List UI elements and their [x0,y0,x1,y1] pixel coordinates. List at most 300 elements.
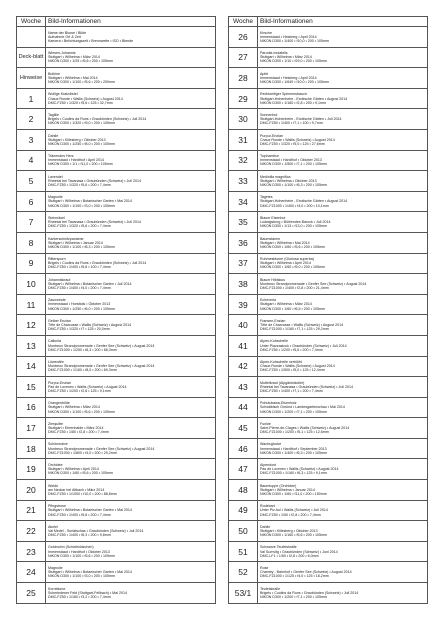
week-number: 27 [229,47,258,68]
week-number: 48 [229,480,258,501]
info-header: Bild-Informationen [258,17,428,27]
location-date: Stuttgart • Wilhelma • Mai 2014 [260,240,310,245]
camera-settings: DMC-FZ50 • 1/200 • f2,8 • 125 • 9,1mm [48,388,111,393]
flower-name: Goldmohn (Schlafmützchen) [48,545,94,550]
camera-settings: DMC-FZ50 • 1/320 • f5,6 • 125 • 32,7mm [48,100,113,105]
table-row [17,68,216,89]
week-number: 41 [229,335,258,356]
table-row [229,171,428,192]
image-info [46,129,216,150]
camera-settings: NIKON D300 • 1/100 • f5,6 • 200 • 200mm [48,80,115,85]
week-number: 2 [17,109,46,130]
week-number: 39 [229,294,258,315]
camera-settings: NIKON D300 • 1/320 • f9,0 • 200 • 105mm [48,121,115,126]
camera-settings: NIKON D300 • 1/100 • f6,3 • 200 • 105mm [260,183,327,188]
week-number: 22 [17,521,46,542]
image-info [46,27,216,48]
week-header: Woche [229,17,258,27]
week-number: 10 [17,274,46,295]
week-number: 17 [17,418,46,439]
camera-settings: DMC-FZ50 • 1/500 • f5,0 • 125 • 12,4mm [260,368,325,373]
camera-settings: DMC-FZ50 • 1/160 • f3,2 • 200 • 7,4mm [48,594,111,599]
table-row [17,150,216,171]
table-row [17,480,216,501]
image-info [258,356,428,377]
location-date: Schwäbisch Gmünd • Landesgartenschau • Mai 2014 [260,405,345,410]
location-date: Saint-Pierre-de-Clages • Wallis (Schweiz) • August 2014 [260,426,350,430]
location-date: Chaux Ronde • Wallis (Schweiz) • August 2014 [260,137,335,142]
camera-settings: NIKON D300 • 1/100 • f6,3 • 200 • 105mm [48,244,115,249]
flower-name: Rechtzeitiger Spinnenstrauch [260,92,307,97]
table-row [17,335,216,356]
flower-name: Alpen-Kuhschelle [260,339,288,344]
table-row [17,27,216,48]
image-info [46,418,216,439]
table-row [229,232,428,253]
camera-settings: NIKON D300 • 1/60 • f5,6 • 200 • 105mm [48,471,113,476]
flower-name: Callunla [48,339,61,344]
location-date: Stuttgart • Wilhelma • Botanischer Garten • Juli 2014 [48,281,132,286]
image-info [46,88,216,109]
location-date: Stuttgart • Killesberg • Oktober 2013 [260,528,318,533]
location-date: Stuttgart-Hohenheim - Exotische Gärten • August 2014 [260,199,348,204]
image-info [258,274,428,295]
week-number: Hinweise [17,68,46,89]
table-row [229,150,428,171]
image-info [46,356,216,377]
table-row [17,88,216,109]
flower-name: Wiesen-Johannis [48,51,76,56]
camera-settings: DMC-FZ50 • 1/80 • f2,8 • 200 • 7,4mm [48,430,109,435]
week-number: 6 [17,191,46,212]
image-info [258,541,428,562]
week-number: 5 [17,171,46,192]
flower-name: Name der Blume / Blüte [48,30,87,35]
table-row [229,335,428,356]
flower-name: Funkie [260,421,271,426]
camera-settings: NIKON D300 • 1/250 • f8,0 • 200 • 105mm [48,141,115,146]
camera-settings: DMC-FZ1000 • 1/800 • f4,0 • 200 • 29,2mm [48,450,117,455]
location-date: Immenstaad • Hardthof • April 2014 [48,158,105,163]
image-info [258,150,428,171]
flower-name: Baumstamm [260,236,281,241]
location-date: Val Medel - Surlatschas • Graubünden (Schweiz) • Juli 2014 [48,528,144,533]
location-date: Val Sumvitg • Graubünden (Schweiz) • Juni 2014 [260,549,338,554]
flower-name: Magnolie [48,566,63,570]
camera-settings: NIKON D300 • 1/640 • f10,0 • 200 • 105mm [260,80,329,85]
location-date: Tête de Charcusse • Wallis (Schweiz) • August 2014 [48,323,132,328]
table-row [17,315,216,336]
week-number: 37 [229,253,258,274]
camera-settings: DMC-FZ50 • 1/400 • f6,3 • 200 • 9,8mm [48,533,111,538]
flower-name: Purpur-Enzian [260,133,283,138]
location-date: am Neckar bei Altbach • März 2014 [48,487,105,492]
week-number: 7 [17,212,46,233]
table-row [229,294,428,315]
week-number: Deck-blatt [17,47,46,68]
image-info [258,27,428,48]
table-row [17,294,216,315]
image-info [258,583,428,604]
camera-settings: DMC-FZ1000 • 1/250 • f6,3 • 200 • 68,3mm [48,347,117,352]
left-index-column [16,16,216,604]
image-info [258,377,428,398]
flower-name: Taglilie [48,112,59,117]
location-date: Stuttgart-Hohenheim - Exotische Gärten • Juli 2014 [260,117,342,122]
flower-name: Johanniskraut [48,277,71,282]
table-row [17,356,216,377]
location-date: Ludwigsburg • Blühendes Barock • Juli 2014 [260,220,331,225]
week-number: 21 [17,500,46,521]
location-date: Stuttgart • Wilhelma • April 2014 [260,261,311,266]
image-info [258,438,428,459]
location-date: Stuttgart • Wilhelma • März 2014 [48,55,100,60]
week-number: 47 [229,459,258,480]
location-date: Stuttgart-Hohenheim - Exotische Gärten • August 2014 [260,96,348,101]
flower-name: Löwenähr [48,360,64,365]
week-number: 14 [17,356,46,377]
flower-name: Magnolie [48,195,63,200]
table-row [229,27,428,48]
table-row [17,212,216,233]
week-number: 20 [17,480,46,501]
flower-name: Fransen-Enzian [260,318,286,323]
location-date: Brigels • Cuolins da Runs • Graubünden (Schweiz) • Juli 2014 [260,590,359,595]
location-date: Aufnahme Ort & Zeit [48,34,81,39]
week-header: Woche [17,17,46,27]
location-date: Stuttgart • Wilhelma • März 2014 [260,55,312,60]
image-info [258,500,428,521]
camera-settings: NIKON D300 • 1/60 • f5,6 • 200 • 105mm [260,244,325,249]
image-info [258,47,428,68]
image-info [258,109,428,130]
left-table-body [17,27,216,604]
table-row [229,47,428,68]
location-date: Schmiedener Feld (Stuttgart-Fellbach) • Mai 2014 [48,590,127,595]
week-number: 13 [17,335,46,356]
location-date: Tête de Charcusse • Wallis (Schweiz) • August 2014 [260,323,344,328]
camera-settings: DMC-FZ50 • 1/400 • f7,1 • 100 • 9,7mm [260,121,323,126]
week-number: 25 [17,583,46,604]
week-number [17,27,46,48]
week-number: 18 [17,438,46,459]
camera-settings: DMC-FZ50 • 1/400 • f5,6 • 200 • 7,4mm [48,512,111,517]
table-row [17,47,216,68]
week-number: 9 [17,253,46,274]
location-date: Stuttgart • Wilhelma • Mai 2014 [48,75,98,80]
location-date: Stuttgart • Wilhelma • April 2014 [48,467,99,472]
week-number: 26 [229,27,258,48]
flower-name: Akelei [48,524,58,529]
table-row [229,438,428,459]
table-row [17,129,216,150]
camera-settings: NIKON D300 • 1/1 • f11,0 • 200 • 105mm [48,162,113,167]
image-info [46,253,216,274]
camera-settings: DMC-FZ1000 • 1/400 • f4,0 • 200 • 10,1mm [260,203,329,208]
location-date: Brigels • Cuolins da Runs • Graubünden (Schweiz) • Juli 2014 [48,261,147,266]
flower-name: Orangenblüte [48,401,70,406]
week-number: 23 [17,541,46,562]
image-info [258,253,428,274]
week-number: 40 [229,315,258,336]
flower-name: Zaunwinde [48,298,66,303]
flower-name: Dahlie [48,133,59,138]
table-header-row [229,17,428,27]
table-row [229,68,428,89]
week-number: 11 [17,294,46,315]
flower-name: Weide [48,483,59,488]
camera-settings: NIKON D300 • 1/60 • f11,0 • 200 • 150mm [260,491,327,496]
camera-settings: NIKON D300 • 1/250 • f6,0 • 200 • 105mm [48,306,115,311]
flower-name: Kornblume [48,586,66,591]
camera-settings: NIKON D300 • 1/60 • f5,0 • 200 • 105mm [260,265,325,270]
camera-settings: NIKON D300 • 1/100 • f3,0 • 200 • 105mm [48,574,115,579]
location-date: Immenstaad • Heisberg • April 2014 [260,75,317,80]
table-row [229,212,428,233]
camera-settings: DMC-FZ50 • 1/400 • f7,1 • 200 • 7,4mm [260,388,323,393]
camera-settings: NIKON D300 • 1/60 • f6,5 • 200 • 105mm [260,306,325,311]
flower-name: Wollige Kratzdistel [48,92,78,97]
flower-name: Alpen-Kuhschelle verblüht [260,360,302,365]
image-info [46,397,216,418]
camera-settings: NIKON D300 • 1/100 • f5,6 • 200 • 105mm [48,409,115,414]
image-info [46,583,216,604]
camera-settings: DMC-FZ1000 • 1/400 • f2,8 • 200 • 21,4mm [260,286,329,290]
image-info [258,68,428,89]
camera-settings: DMC-FZ50 • 1/320 • f5,6 • 200 • 7,4mm [48,183,111,188]
camera-settings: DMC-FZ50 • 1/320 • f5,6 • 200 • 7,4mm [48,224,111,229]
location-date: Montreux Strandpromenade • Genfer See (Schweiz) • August 2014 [260,281,367,286]
week-number: 46 [229,438,258,459]
table-row [229,129,428,150]
location-date: Immenstaad • Horsttols • Oktober 2013 [48,302,111,307]
camera-settings: NIKON D300 • 1/200 • f7,1 • 200 • 105mm [260,594,327,599]
flower-name: Alpendost [260,463,276,468]
week-number: 45 [229,418,258,439]
image-info [46,109,216,130]
flower-name: Ruhmesblume (Gloriosa superba) [260,257,314,262]
week-number: 35 [229,212,258,233]
flower-name: Rodebart [260,504,275,509]
table-row [229,562,428,583]
location-date: Chamby - Bahnhof • Genfer See (Schweiz) • August 2014 [260,570,352,575]
location-date: Rheintal bei Tavanasa • Graubünden (Schweiz) • Juli 2014 [260,384,353,389]
image-info [46,171,216,192]
table-row [17,459,216,480]
flower-name: Baumtoppe (Orchidee) [260,483,297,488]
image-info [46,335,216,356]
location-date: Immenstaad • Hardthof • Oktober 2013 [48,549,110,554]
image-info [258,459,428,480]
image-info [258,397,428,418]
location-date: Stuttgart • Wilhelma • Botanischer Garten • Mai 2014 [48,508,132,513]
image-info [46,480,216,501]
flower-name: Dahlie [260,524,271,529]
location-date: Unter Piz Aul • Wallis (Schweiz) • Juli 2014 [260,508,328,513]
location-date: Stuttgart • Wilhelma • Botanischer Garten • Mai 2014 [48,570,132,575]
camera-settings: DMC-FZ1000 • 1/160 • f8,0 • 200 • 69,3mm [48,368,117,373]
table-row [229,418,428,439]
table-row [17,191,216,212]
flower-name: Echeveria [260,298,276,303]
table-row [17,171,216,192]
location-date: Montreux Strandpromenade • Genfer See (Schweiz) • August 2014 [48,446,155,451]
week-number: 53/1 [229,583,258,604]
flower-name: Blauer Eisenhut [260,215,286,220]
camera-settings: DMC-FZ50 • 1/320 • f7 • 125 • 20,0mm [48,327,110,332]
flower-name: Tränendes Herz [48,154,74,159]
table-row [17,562,216,583]
week-number: 43 [229,377,258,398]
camera-settings: DMC-FZ1000 • 1/200 • f5,1 • 125 • 12,6mm [260,430,329,435]
table-row [17,541,216,562]
week-number: 38 [229,274,258,295]
table-row [17,500,216,521]
camera-settings: NIKON D300 • 1/160 • f5,6 • 200 • 105mm [260,533,327,538]
table-row [229,109,428,130]
image-info [258,480,428,501]
table-row [17,583,216,604]
flower-name: Purpur-Enzian [48,380,71,385]
camera-settings: DMC-FZ1000 • 1/160 • f6,3 • 125 • 9,1mm [260,471,327,476]
week-number: 51 [229,541,258,562]
camera-settings: NIKON D300 • 1/500 • f7,1 • 200 • 105mm [260,162,327,167]
image-info [46,232,216,253]
table-row [229,459,428,480]
flower-name: Rose [260,566,269,570]
image-info [258,88,428,109]
flower-name: Medinilla magnifica [260,174,291,179]
image-info [46,191,216,212]
week-number: 34 [229,191,258,212]
location-date: Stuttgart • Killesberg • Oktober 2013 [48,137,106,142]
flower-name: Pohutukawa-Eisenholz [260,401,297,406]
table-row [229,356,428,377]
location-date: Immenstaad • Hardthof • September 2013 [260,446,327,451]
week-number: 31 [229,129,258,150]
flower-name: Teufelskralle [260,586,280,591]
flower-name: Tagetes [260,195,273,200]
week-number: 50 [229,521,258,542]
image-info [258,294,428,315]
flower-name: Schönmalve [48,442,68,447]
week-number: 4 [17,150,46,171]
camera-settings: NIKON D300 • 1/200 • f7,1 • 200 • 105mm [260,409,327,414]
week-number: 33 [229,171,258,192]
table-row [17,418,216,439]
table-row [17,521,216,542]
camera-settings: DMC-FZ1000 • 1/160 • f7,1 • 125 • 29,2mm [260,327,329,332]
camera-settings: DMC-FZ50 • 1/400 • f4,0 • 200 • 7,4mm [48,286,111,290]
flower-name: Schwarze Teufelskralle [260,545,297,550]
camera-settings: NIKON D300 • 1/13 • f13,0 • 200 • 105mm [260,224,327,229]
flower-name: Kanterschnitzpaniame [48,236,84,241]
week-number: 1 [17,88,46,109]
image-info [46,541,216,562]
image-info [258,315,428,336]
camera-settings: DMC-FZ50 • 1/400 • f5,6 • 100 • 7,4mm [48,265,111,270]
image-info [46,377,216,398]
camera-settings: NIKON D300 • 1/400 • f6,3 • 200 • 105mm [260,450,327,455]
image-info [46,315,216,336]
table-row [229,541,428,562]
flower-name: Gelber Enzian [48,318,71,323]
camera-settings: NIKON D300 • 1/100 • f3,0 • 200 • 105mm [48,203,115,208]
week-number: 49 [229,500,258,521]
image-info [258,562,428,583]
table-row [17,377,216,398]
camera-settings: NIKON D300 • 1/10 • f29,0 • 200 • 105mm [260,59,327,64]
image-info [46,47,216,68]
image-info [46,500,216,521]
flower-name: Sonnenhut [260,112,278,117]
location-date: Chaux Ronde • Wallis (Schweiz) • August 2014 [48,96,123,101]
table-row [229,253,428,274]
camera-settings: DMC-FZ50 • 1/50 • f2,8 • 200 • 7,4mm [260,512,321,517]
camera-settings: Kamera • Belichtungszeit • Brennweite • ISO • Blende [48,38,134,43]
table-row [229,315,428,336]
table-row [229,191,428,212]
image-info [46,459,216,480]
location-date: Brigels • Cuolins da Runs • Graubünden (Schweiz) • Juli 2014 [48,117,147,122]
flower-name: Muttelkraut (Alpgänkräutler) [260,380,305,385]
table-row [229,500,428,521]
week-number: 52 [229,562,258,583]
week-number: 42 [229,356,258,377]
table-row [229,274,428,295]
table-row [17,109,216,130]
image-info [46,294,216,315]
week-number: 16 [17,397,46,418]
flower-name: Bulbine [48,71,60,76]
image-info [46,521,216,542]
flower-name: Wachsglocke [260,442,282,447]
location-date: Chaux Ronde • Wallis (Schweiz) • August 2014 [260,364,335,369]
location-date: Montreux Strandpromenade • Genfer See (Schweiz) • August 2014 [48,343,155,348]
image-info [46,274,216,295]
flower-name: Blauer Hibiskus [260,277,285,282]
location-date: Immenstaad • Heisberg • April 2014 [260,34,317,39]
flower-name: Parodia mutabilis [260,51,288,56]
week-number: 32 [229,150,258,171]
location-date: Pas de Lovenex • Wallis (Schweiz) • August 2014 [48,384,127,389]
right-index-table [228,16,428,604]
location-date: Stuttgart • Wilhelma • Oktober 2013 [260,178,317,183]
table-row [229,377,428,398]
camera-settings: DMC-LF1 • 1/50 • f2,8 • 200 • 6,0mm [260,553,319,558]
table-row [17,397,216,418]
table-row [229,88,428,109]
camera-settings: DMC-FZ50 • 1/200 • f5,6 • 200 • 7,4mm [260,347,323,352]
image-info [46,68,216,89]
location-date: Stuttgart • Wilhelma • Botanischer Garten • Mai 2014 [48,199,132,204]
week-number: 44 [229,397,258,418]
week-number: 28 [229,68,258,89]
flower-name: Kirsche [260,30,272,35]
image-info [46,562,216,583]
location-date: Rheintal bei Tavanasa • Graubünden (Schweiz) • Juli 2014 [48,178,141,183]
image-info [46,150,216,171]
camera-settings: NIKON D300 • 1/100 • f5,6 • 200 • 105mm [48,553,115,558]
location-date: Stuttgart • Wilhelma • Januar 2014 [260,487,315,492]
left-index-table [16,16,216,604]
image-info [46,438,216,459]
week-number: 30 [229,109,258,130]
image-info [258,191,428,212]
week-number: 24 [17,562,46,583]
table-row [17,438,216,459]
location-date: Montreux Strandpromenade • Genfer See (Schweiz) • August 2014 [48,364,155,369]
